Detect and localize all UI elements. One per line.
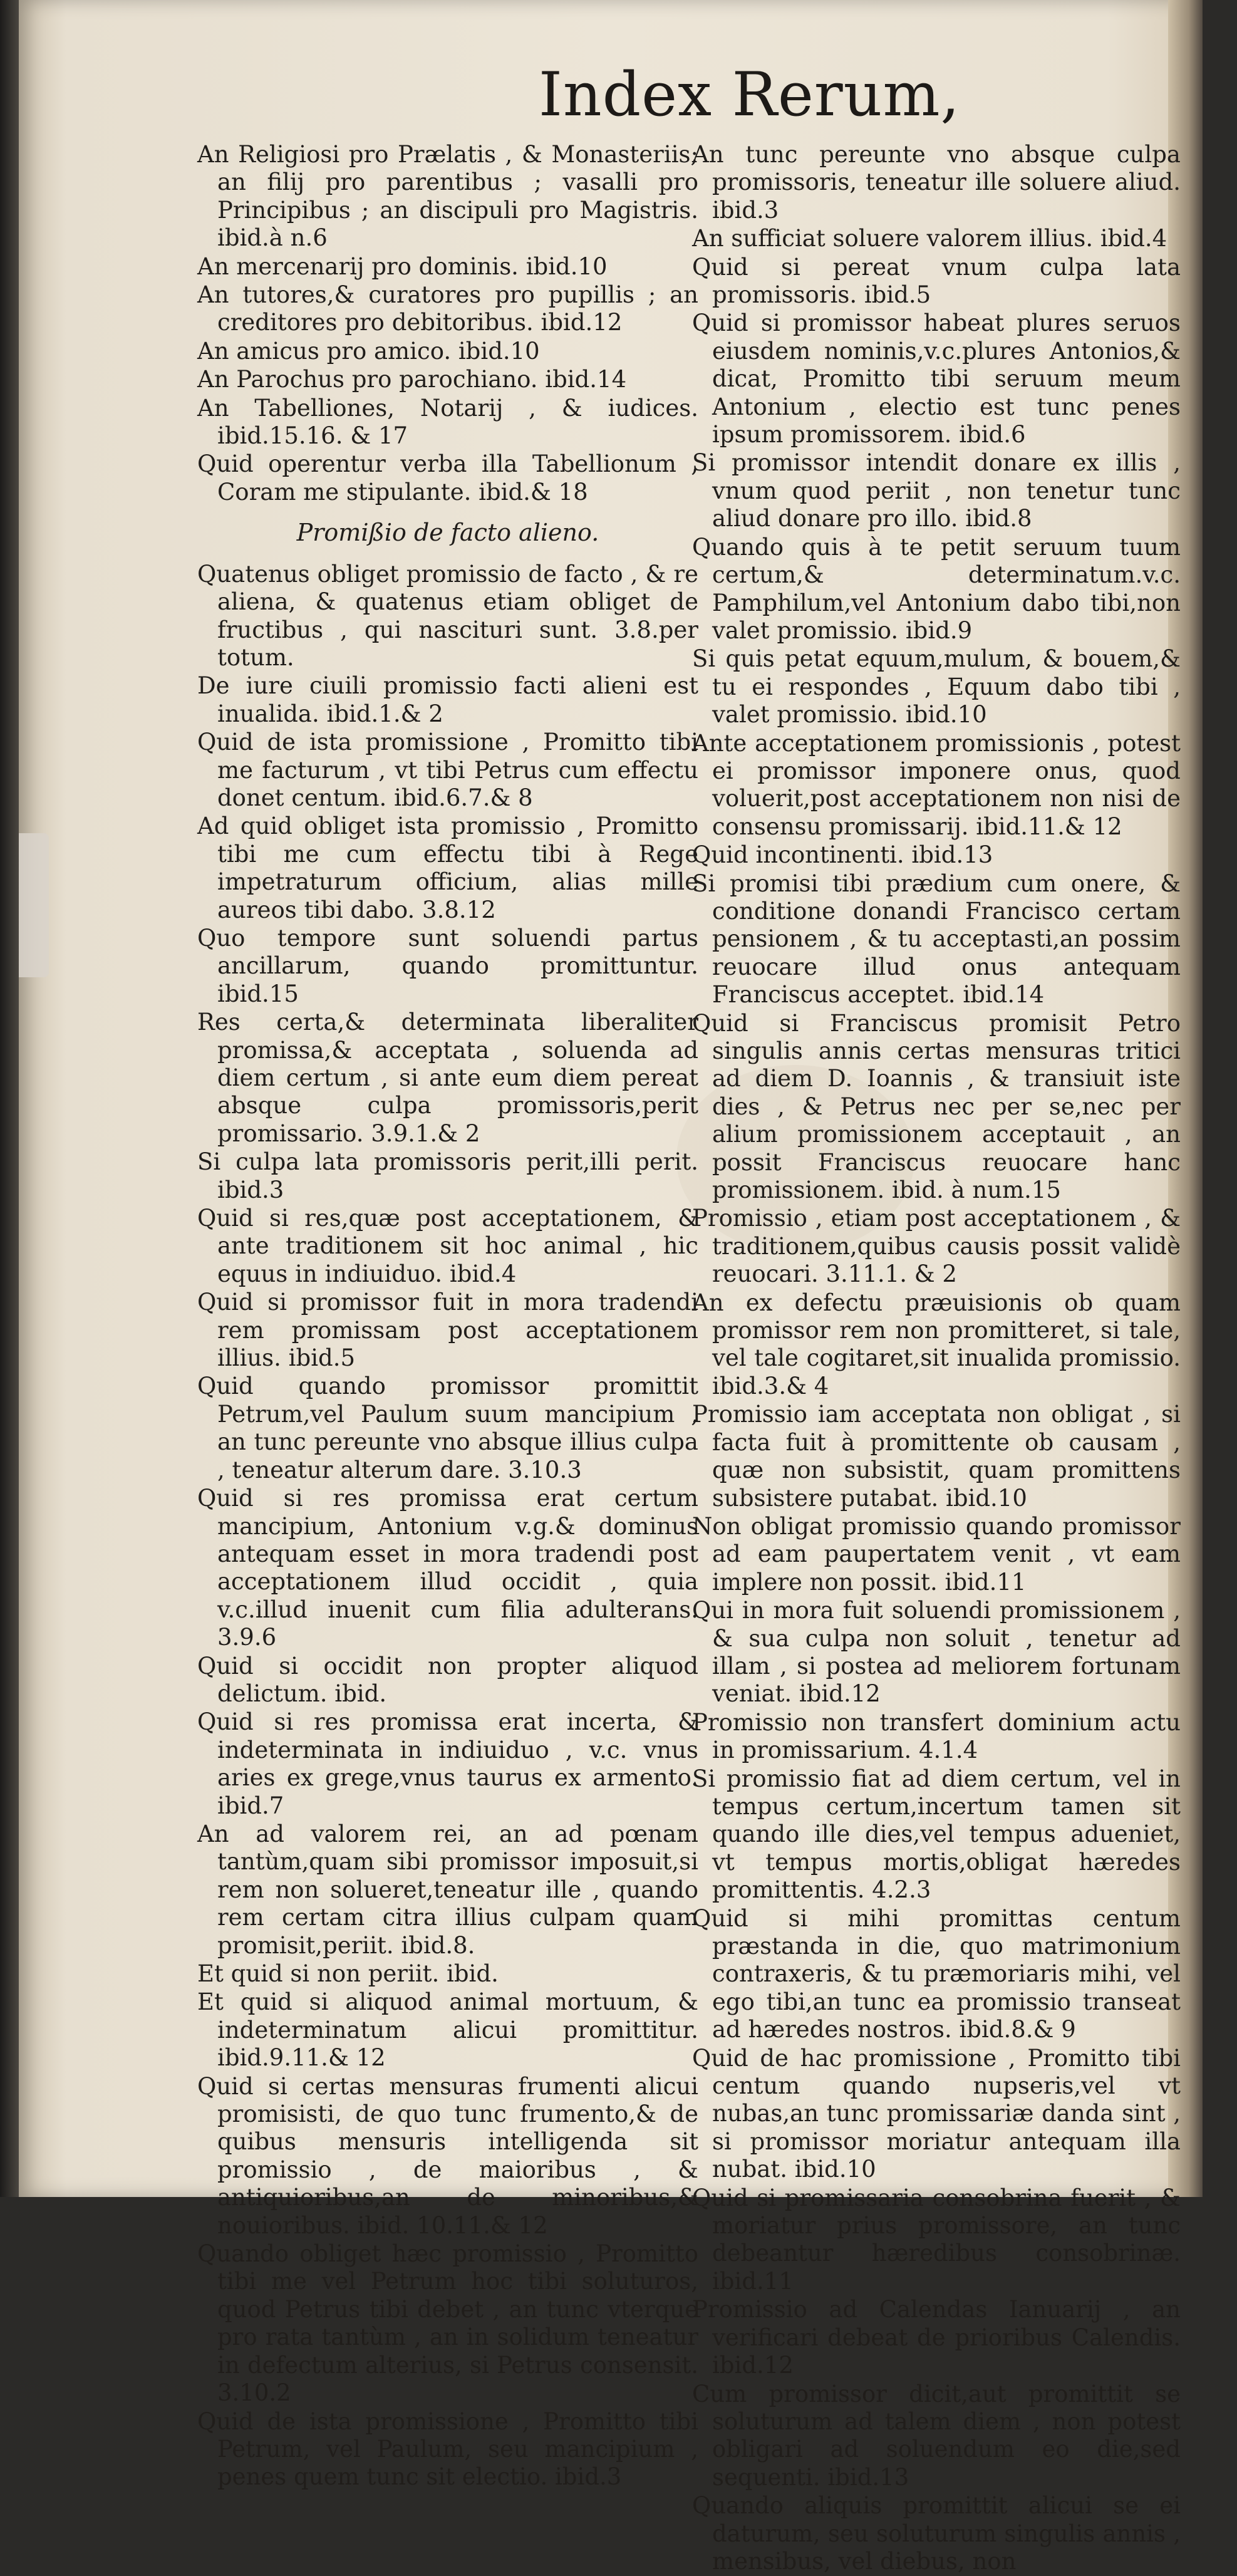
index-entry: Quid incontinenti. ibid.13 <box>692 841 993 869</box>
index-entry: An Tabelliones, Notarij , & iudices. ibid.15.16. & 17 <box>197 394 698 450</box>
index-entry: Quid si mihi promittas centum præstanda in die, quo matrimonium contraxeris, & tu præmoriaris mihi, vel ego tibi,an tunc ea promissio transeat ad hæredes nostros. ibid.8.& 9 <box>692 1904 1181 2044</box>
index-entry: An amicus pro amico. ibid.10 <box>197 337 540 365</box>
index-entry: Quid si certas mensuras frumenti alicui promisisti, de quo tunc frumento,& de quibus mensuris intelligenda sit promissio , de maioribus , & antiquioribus,an de minoribus,& nouioribus. ibid. 10.11.& 12 <box>197 2072 698 2239</box>
index-entry: Promissio , etiam post acceptationem , & traditionem,quibus causis possit validè reuocari. 3.11.1. & 2 <box>692 1205 1181 1288</box>
index-entry: Quando aliquis promittit alicui se ei daturum, seu soluturum singulis annis , mensibus, vel diebus, non <box>692 2492 1181 2575</box>
index-entry: Non obligat promissio quando promissor ad eam paupertatem venit , vt eam implere non possit. ibid.11 <box>692 1512 1181 1596</box>
index-entry: Quo tempore sunt soluendi partus ancillarum, quando promittuntur. ibid.15 <box>197 924 698 1007</box>
index-entry: Res certa,& determinata liberaliter promissa,& acceptata , soluenda ad diem certum , si ante eum diem pereat absque culpa promissoris,perit promissario. 3.9.1.& 2 <box>197 1009 698 1147</box>
index-entry: Quid si promissaria consobrina fuerit , & moriatur prius promissore, an tunc debeantur hæredibus consobrinæ. ibid.11 <box>692 2184 1181 2295</box>
index-entry: Quid si Franciscus promisit Petro singulis annis certas mensuras tritici ad diem D. Ioannis , & transiuit iste dies , & Petrus nec per se,nec per alium promissionem acceptauit , an possit Franciscus reuocare hanc promissionem. ibid. à num.15 <box>692 1009 1181 1204</box>
index-entry: Et quid si aliquod animal mortuum, & indeterminatum alicui promittitur. ibid.9.11.& 12 <box>197 1988 698 2072</box>
index-entry: Quid de ista promissione , Promitto tibi me facturum , vt tibi Petrus cum effectu donet centum. ibid.6.7.& 8 <box>197 729 698 811</box>
index-entry: Quid si promissor fuit in mora tradendi rem promissam post acceptationem illius. ibid.5 <box>197 1289 698 1372</box>
index-entry: Si promissio fiat ad diem certum, vel in tempus certum,incertum tamen sit quando ille dies,vel tempus adueniet, vt tempus mortis,obligat hæredes promittentis. 4.2.3 <box>692 1765 1181 1904</box>
left-column <box>197 141 698 2492</box>
index-entry: An sufficiat soluere valorem illius. ibid.4 <box>692 225 1167 252</box>
index-entry: Quid si pereat vnum culpa lata promissoris. ibid.5 <box>692 253 1181 309</box>
index-entry: Ante acceptationem promissionis , potest ei promissor imponere onus, quod voluerit,post acceptationem non nisi de consensu promissarij. ibid.11.& 12 <box>692 729 1181 840</box>
index-entry: An Parochus pro parochiano. ibid.14 <box>197 366 627 393</box>
index-entry: Quid si occidit non propter aliquod delictum. ibid. <box>197 1652 698 1707</box>
index-entry: Quid si promissor habeat plures seruos eiusdem nominis,v.c.plures Antonios,& dicat, Promitto tibi seruum meum Antonium , electio est tunc penes ipsum promissorem. ibid.6 <box>692 309 1181 449</box>
index-entry: An tutores,& curatores pro pupillis ; an creditores pro debitoribus. ibid.12 <box>197 281 698 336</box>
page-title: Index Rerum, <box>539 60 961 130</box>
index-entry: An mercenarij pro dominis. ibid.10 <box>197 252 608 280</box>
index-entry: An ex defectu præuisionis ob quam promissor rem non promitteret, si tale, vel tale cogitaret,sit inualida promissio. ibid.3.& 4 <box>692 1289 1181 1400</box>
index-entry: Si promisi tibi prædium cum onere, & conditione donandi Francisco certam pensionem , & tu acceptasti,an possim reuocare illud onus antequam Franciscus acceptet. ibid.14 <box>692 870 1181 1009</box>
index-entry: Quid operentur verba illa Tabellionum , Coram me stipulante. ibid.& 18 <box>197 450 698 506</box>
index-entry: Quid quando promissor promittit Petrum,vel Paulum suum mancipium , an tunc pereunte vno absque illius culpa , teneatur alterum dare. 3.10.3 <box>197 1373 698 1483</box>
index-entry: Quatenus obliget promissio de facto , & re aliena, & quatenus etiam obliget de fructibus , qui nascituri sunt. 3.8.per totum. <box>197 560 698 671</box>
section-heading: Promißio de facto alieno. <box>296 519 599 547</box>
index-entry: Si quis petat equum,mulum, & bouem,& tu ei respondes , Equum dabo tibi , valet promissio. ibid.10 <box>692 645 1181 729</box>
index-entry: De iure ciuili promissio facti alieni est inualida. ibid.1.& 2 <box>197 672 698 727</box>
book-binding <box>0 0 19 2197</box>
index-entry: Qui in mora fuit soluendi promissionem , & sua culpa non soluit , tenetur ad illam , si postea ad meliorem fortunam veniat. ibid.12 <box>692 1597 1181 1708</box>
index-entry: Quid si res promissa erat incerta, & indeterminata in indiuiduo , v.c. vnus aries ex grege,vnus taurus ex armento. ibid.7 <box>197 1708 698 1819</box>
index-entry: Cum promissor dicit,aut promittit se soluturum ad talem diem , non potest obligari ad soluendum eo die,sed sequenti. ibid.13 <box>692 2380 1181 2491</box>
index-entry: Quid si res,quæ post acceptationem, & ante traditionem sit hoc animal , hic equus in indiuiduo. ibid.4 <box>197 1205 698 1287</box>
index-entry: Ad quid obliget ista promissio , Promitto tibi me cum effectu tibi à Rege impetraturum officium, alias mille aureos tibi dabo. 3.8.12 <box>197 813 698 923</box>
index-entry: Promissio ad Calendas Ianuarij , an verificari debeat de prioribus Calendis. ibid.12 <box>692 2296 1181 2379</box>
index-entry: An ad valorem rei, an ad pœnam tantùm,quam sibi promissor imposuit,si rem non solueret,teneatur ille , quando rem certam citra illius culpam quam promisit,periit. ibid.8. <box>197 1820 698 1959</box>
index-entry: Promissio iam acceptata non obligat , si facta fuit à promittente ob causam , quæ non subsistit, quam promittens subsistere putabat. ibid.10 <box>692 1401 1181 1512</box>
index-entry: Quid de ista promissione , Promitto tibi Petrum, vel Paulum, seu mancipium , penes quem tunc sit electio. ibid.3 <box>197 2407 698 2491</box>
paper-tab <box>19 833 49 977</box>
index-entry: Promissio non transfert dominium actu in promissarium. 4.1.4 <box>692 1708 1181 1764</box>
index-entry: Quid de hac promissione , Promitto tibi centum quando nupseris,vel vt nubas,an tunc promissariæ danda sint , si promissor moriatur antequam illa nubat. ibid.10 <box>692 2044 1181 2183</box>
index-entry: Quid si res promissa erat certum mancipium, Antonium v.g.& dominus antequam esset in mora tradendi post acceptationem illud occidit , quia v.c.illud inuenit cum filia adulterans. 3.9.6 <box>197 1485 698 1651</box>
index-entry: An tunc pereunte vno absque culpa promissoris, teneatur ille soluere aliud. ibid.3 <box>692 141 1181 224</box>
index-entry: Quando obliget hæc promissio , Promitto tibi me vel Petrum hoc tibi soluturos, quod Petrus tibi debet , an tunc vterque pro rata tantùm , an in solidum teneatur in defectum alterius, si Petrus consensit. 3.10.2 <box>197 2240 698 2407</box>
index-entry: Si promissor intendit donare ex illis , vnum quod periit , non tenetur tunc aliud donare pro illo. ibid.8 <box>692 449 1181 532</box>
right-column <box>692 141 1181 2576</box>
index-entry: An Religiosi pro Prælatis , & Monasteriis; an filij pro parentibus ; vasalli pro Principibus ; an discipuli pro Magistris. ibid.à n.6 <box>197 141 698 252</box>
index-entry: Si culpa lata promissoris perit,illi perit. ibid.3 <box>197 1148 698 1203</box>
index-entry: Quando quis à te petit seruum tuum certum,& determinatum.v.c. Pamphilum,vel Antonium dabo tibi,non valet promissio. ibid.9 <box>692 533 1181 644</box>
index-entry: Et quid si non periit. ibid. <box>197 1960 499 1987</box>
